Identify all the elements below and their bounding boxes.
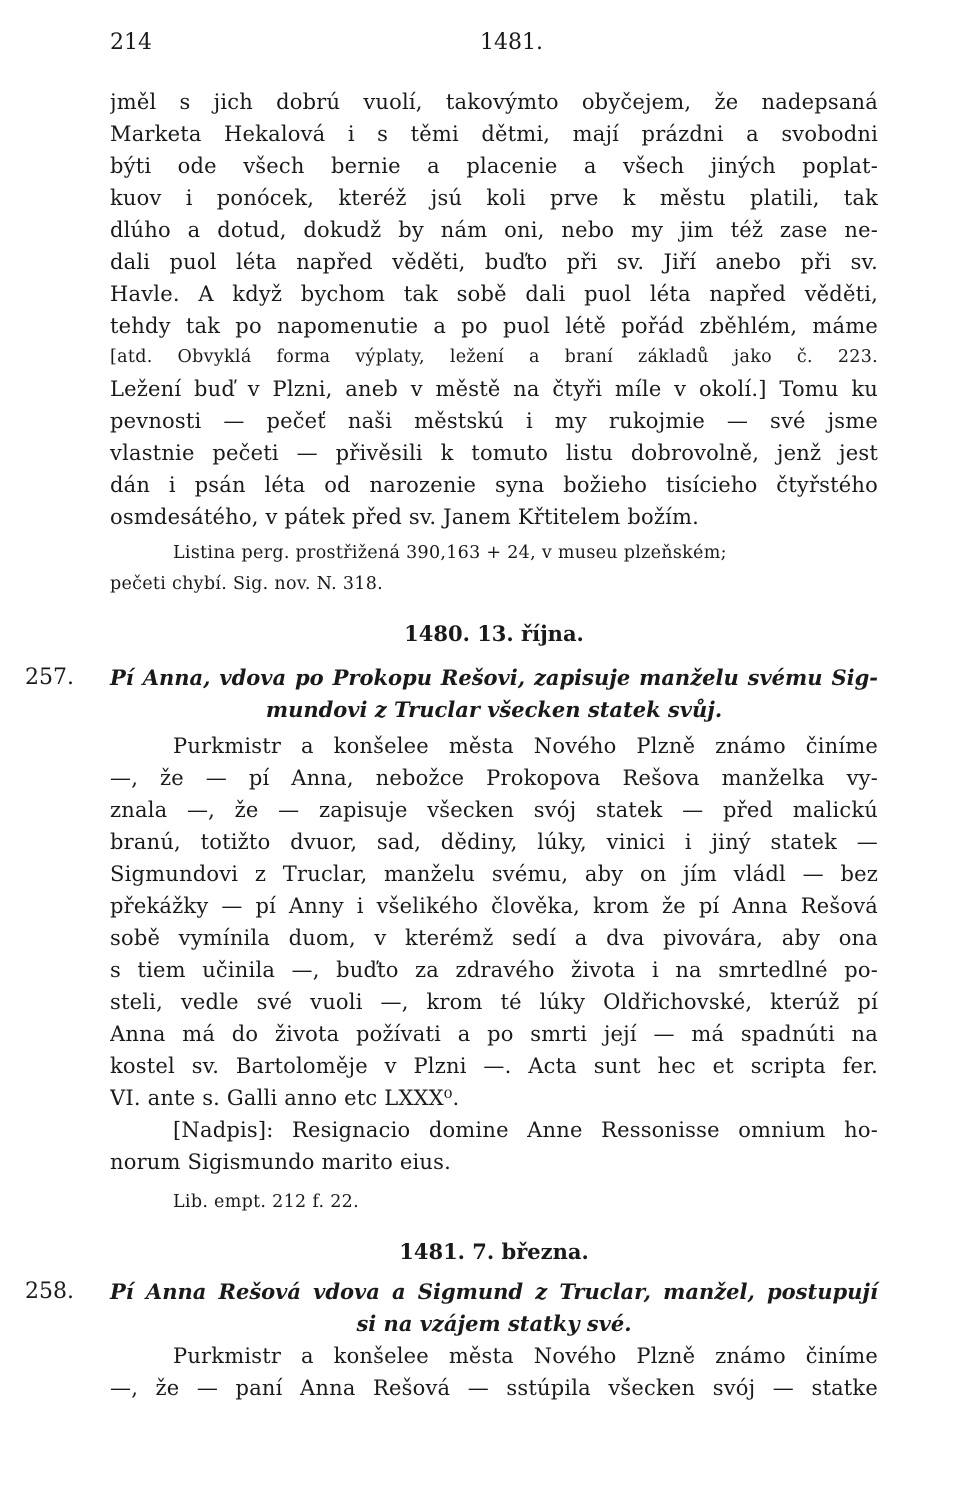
source-note-line: pečeti chybí. Sig. nov. N. 318. <box>110 574 384 594</box>
text-line: vlastnie pečeti — přivěsili k tomuto listu dobrovolně, jenž jest <box>110 441 878 465</box>
source-note-line: Lib. empt. 212 f. 22. <box>173 1192 359 1212</box>
text-line: jměl s jich dobrú vuolí, takovýmto obyčejem, že nadepsaná <box>110 90 878 114</box>
text-line: osmdesátého, v pátek před sv. Janem Křtitelem božím. <box>110 505 699 529</box>
text-line: tehdy tak po napomenutie a po puol létě pořád zběhlém, máme <box>110 314 878 338</box>
entry-257-title <box>110 662 878 726</box>
continuation-text <box>110 86 878 533</box>
entry-title-line: Pí Anna Rešová vdova a Sigmund z Truclar, manžel, postupují <box>110 1279 878 1304</box>
running-year: 1481. <box>480 30 543 55</box>
text-line: dali puol léta napřed věděti, buďto při sv. Jiří anebo při sv. <box>110 250 878 274</box>
text-line: kuov i ponócek, kteréž jsú koli prve k městu platili, tak <box>110 186 878 210</box>
text-line: s tiem učinila —, buďto za zdravého života i na smrtedlné po- <box>110 958 878 982</box>
text-line: VI. ante s. Galli anno etc LXXX⁰. <box>110 1086 460 1110</box>
text-line: Purkmistr a konšelee města Nového Plzně známo činíme <box>173 734 878 758</box>
source-note <box>110 538 878 600</box>
entry-title-line: mundovi z Truclar všecken statek svůj. <box>265 697 723 722</box>
text-line: Havle. A když bychom tak sobě dali puol léta napřed věděti, <box>110 282 878 306</box>
text-line: dán i psán léta od narozenie syna božieho tisícieho čtyřstého <box>110 473 878 497</box>
running-head <box>110 30 878 60</box>
entry-258-number: 258. <box>25 1279 74 1304</box>
text-line: překážky — pí Anny i všelikého člověka, krom že pí Anna Rešová <box>110 894 878 918</box>
text-line: —, že — paní Anna Rešová — sstúpila všecken svój — statke <box>110 1376 878 1400</box>
text-line: steli, vedle své vuoli —, krom té lúky Oldřichovské, kterúž pí <box>110 990 878 1014</box>
entry-257-body <box>110 730 878 1178</box>
source-note-line: Listina perg. prostřižená 390,163 + 24, v museu plzeňském; <box>173 543 727 563</box>
text-line: býti ode všech bernie a placenie a všech jiných poplat- <box>110 154 878 178</box>
nadpis-line: [Nadpis]: Resignacio domine Anne Ressonisse omnium ho- <box>173 1118 878 1142</box>
entry-title-line: Pí Anna, vdova po Prokopu Rešovi, zapisuje manželu svému Sig- <box>110 665 878 690</box>
text-line: Anna má do života požívati a po smrti její — má spadnúti na <box>110 1022 878 1046</box>
text-line: Sigmundovi z Truclar, manželu svému, aby on jím vládl — bez <box>110 862 878 886</box>
text-line: sobě vymínila duom, v kterémž sedí a dva pivovára, aby ona <box>110 926 878 950</box>
text-line: Ležení buď v Plzni, aneb v městě na čtyři míle v okolí.] Tomu ku <box>110 377 878 401</box>
entry-258-body <box>110 1340 878 1404</box>
entry-title-line: si na vzájem statky své. <box>356 1311 632 1336</box>
editorial-note-line: [atd. Obvyklá forma výplaty, ležení a braní základů jako č. 223. <box>110 347 878 367</box>
text-line: dlúho a dotud, dokudž by nám oni, nebo my jim též zase ne- <box>110 218 878 242</box>
entry-257-number: 257. <box>25 665 74 690</box>
text-line: pevnosti — pečeť naši městskú i my rukojmie — své jsme <box>110 409 878 433</box>
entry-258-title <box>110 1276 878 1340</box>
text-line: Marketa Hekalová i s těmi dětmi, mají prázdni a svobodni <box>110 122 878 146</box>
text-line: —, že — pí Anna, nebožce Prokopova Rešova manželka vy- <box>110 766 878 790</box>
text-line: znala —, že — zapisuje všecken svój statek — před malickú <box>110 798 878 822</box>
nadpis-line: norum Sigismundo marito eius. <box>110 1150 451 1174</box>
entry-258-date: 1481. 7. března. <box>399 1239 589 1264</box>
text-line: branú, totižto dvuor, sad, dědiny, lúky, vinici i jiný statek — <box>110 830 878 854</box>
entry-257-date: 1480. 13. října. <box>404 621 584 646</box>
text-line: Purkmistr a konšelee města Nového Plzně známo činíme <box>173 1344 878 1368</box>
text-line: kostel sv. Bartoloměje v Plzni —. Acta sunt hec et scripta fer. <box>110 1054 878 1078</box>
entry-257-source <box>110 1187 878 1218</box>
page-number: 214 <box>110 30 152 55</box>
